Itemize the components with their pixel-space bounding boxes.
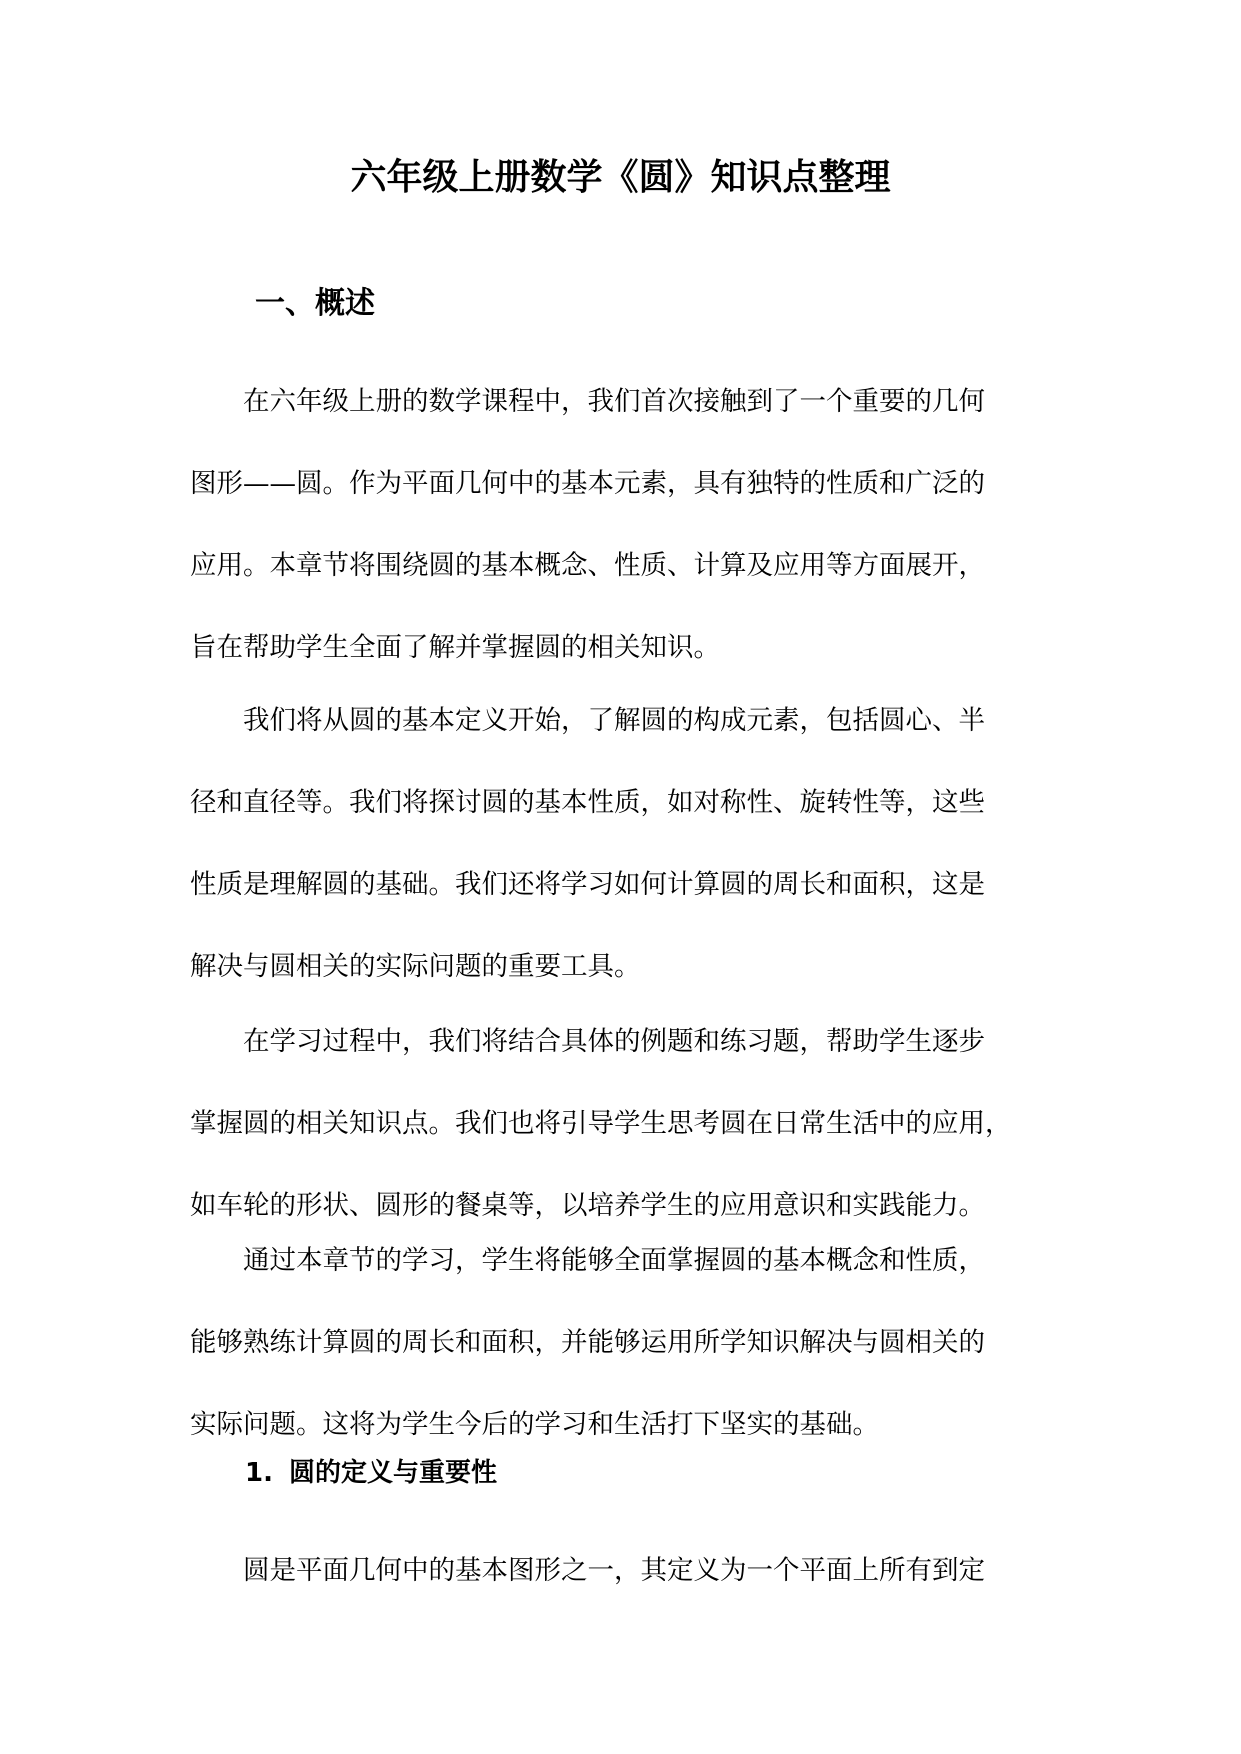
paragraph-line: 性质是理解圆的基础。我们还将学习如何计算圆的周长和面积，这是 — [190, 869, 985, 900]
paragraph-line: 旨在帮助学生全面了解并掌握圆的相关知识。 — [190, 632, 720, 663]
paragraph-line: 圆是平面几何中的基本图形之一，其定义为一个平面上所有到定 — [190, 1555, 985, 1586]
paragraph-line: 能够熟练计算圆的周长和面积，并能够运用所学知识解决与圆相关的 — [190, 1327, 985, 1358]
paragraph-3 — [190, 1001, 1050, 1247]
subsection-heading-definition — [245, 1455, 497, 1491]
paragraph-line: 通过本章节的学习，学生将能够全面掌握圆的基本概念和性质， — [190, 1245, 985, 1276]
paragraph-2 — [190, 680, 1050, 1008]
paragraph-line: 图形——圆。作为平面几何中的基本元素，具有独特的性质和广泛的 — [190, 468, 985, 499]
subsection-number: 1. — [245, 1458, 273, 1488]
paragraph-line: 在学习过程中，我们将结合具体的例题和练习题，帮助学生逐步 — [190, 1026, 985, 1057]
document-title: 六年级上册数学《圆》知识点整理 — [350, 156, 891, 198]
paragraph-4 — [190, 1220, 1050, 1466]
paragraph-line: 如车轮的形状、圆形的餐桌等，以培养学生的应用意识和实践能力。 — [190, 1190, 985, 1221]
paragraph-line: 径和直径等。我们将探讨圆的基本性质，如对称性、旋转性等，这些 — [190, 787, 985, 818]
paragraph-line: 在六年级上册的数学课程中，我们首次接触到了一个重要的几何 — [190, 386, 985, 417]
subsection-title: 圆的定义与重要性 — [289, 1458, 498, 1488]
paragraph-1 — [190, 361, 1050, 689]
paragraph-5 — [190, 1530, 1050, 1612]
paragraph-line: 解决与圆相关的实际问题的重要工具。 — [190, 951, 641, 982]
paragraph-line: 我们将从圆的基本定义开始，了解圆的构成元素，包括圆心、半 — [190, 705, 985, 736]
section-heading-overview: 一、概述 — [255, 286, 375, 321]
paragraph-line: 应用。本章节将围绕圆的基本概念、性质、计算及应用等方面展开， — [190, 550, 985, 581]
paragraph-line: 实际问题。这将为学生今后的学习和生活打下坚实的基础。 — [190, 1409, 879, 1440]
paragraph-line: 掌握圆的相关知识点。我们也将引导学生思考圆在日常生活中的应用， — [190, 1108, 1012, 1139]
